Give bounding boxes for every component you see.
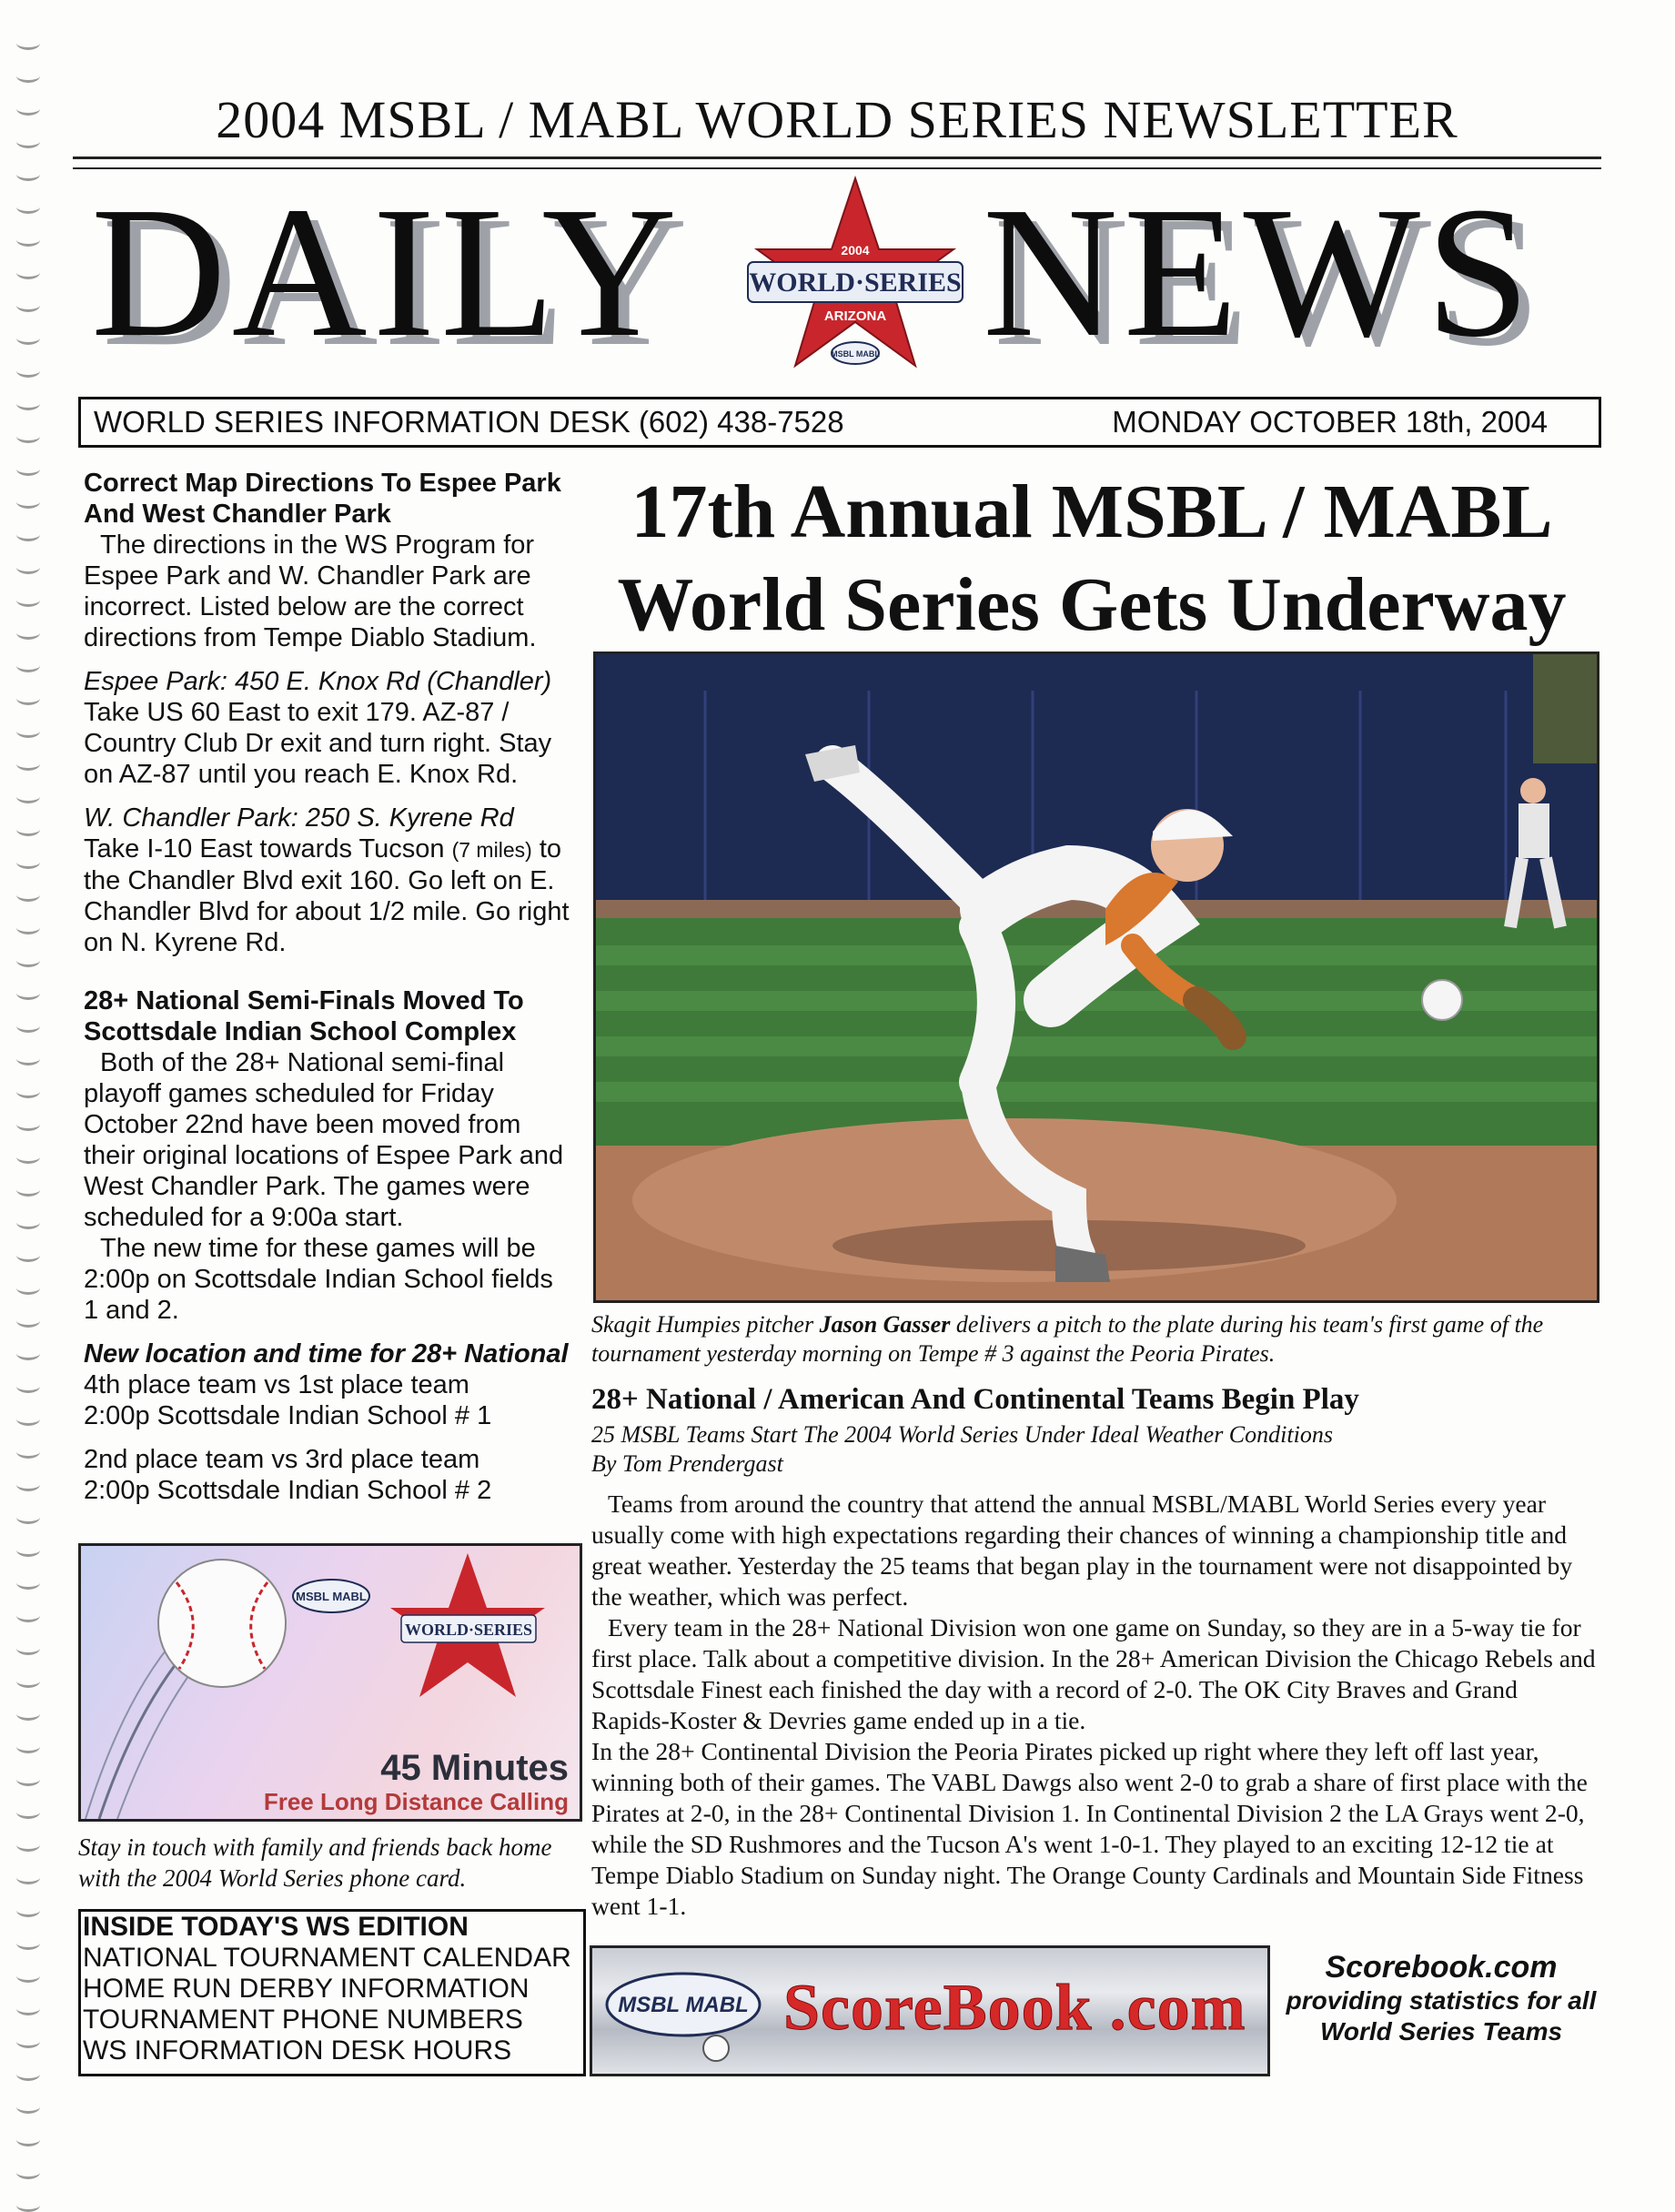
main-headline [582,466,1601,651]
headline-line-2: World Series Gets Underway [617,562,1567,647]
article-byline: By Tom Prendergast [591,1450,783,1477]
info-desk-phone: WORLD SERIES INFORMATION DESK (602) 438-7528 [94,405,844,439]
semifinals-heading: 28+ National Semi-Finals Moved To Scottsdale Indian School Complex [84,986,524,1046]
pitcher-photo [593,651,1599,1303]
semifinals-new-time: The new time for these games will be 2:00p on Scottsdale Indian School fields 1 and 2. [84,1234,553,1325]
espee-park-label: Espee Park: 450 E. Knox Rd (Chandler) [84,667,552,696]
msbl-mabl-logo [592,1948,774,2074]
logo-org: MSBL MABL [831,349,880,359]
left-column [84,468,575,1506]
issue-date: MONDAY OCTOBER 18th, 2004 [1112,405,1548,439]
article-heading: 28+ National / American And Continental Teams Begin Play [591,1383,1359,1416]
espee-park-directions: Take US 60 East to exit 179. AZ-87 / Country Club Dr exit and turn right. Stay on AZ-87 until you reach E. Knox Rd. [84,698,552,789]
header-rule [73,157,1601,159]
spiral-binding [16,36,49,2129]
article-subheading: 25 MSBL Teams Start The 2004 World Series Under Ideal Weather Conditions [591,1421,1333,1448]
masthead-news: NEWS [983,167,1536,376]
article-paragraph: In the 28+ Continental Division the Peoria Pirates picked up right where they left off last year, winning both of their games. The VABL Dawgs also went 2-0 to grab a share of first place with the Pirates at 2-0, in the 28+ Continental Division 1. In Continental Division 2 the LA Grays went 2-0, while the SD Rushmores and the Tucson A's went 1-0-1. They played to an exciting 12-12 tie at Tempe Diablo Stadium on Sunday night. The Orange County Cardinals and Mountain Side Fitness went 1-1. [591,1737,1588,1920]
article-subheading-block [591,1420,1601,1479]
map-directions-heading: Correct Map Directions To Espee Park And West Chandler Park [84,469,561,529]
pitcher-name: Jason Gasser [819,1311,951,1338]
article-paragraph: Teams from around the country that attend the annual MSBL/MABL World Series every year usually come with high expectations regarding their chances of winning a championship title and great weather. Yesterday the 25 teams that began play in the tournament were not disappointed by the weather, which was perfect. [591,1490,1573,1611]
logo-year: 2004 [841,243,870,258]
headline-line-1: 17th Annual MSBL / MABL [631,470,1553,554]
scorebook-banner-text: ScoreBook .com [783,1971,1246,2044]
inside-item: NATIONAL TOURNAMENT CALENDAR [83,1943,571,1973]
new-location-label: New location and time for 28+ National [84,1339,569,1369]
masthead-daily: DAILY [91,167,683,376]
newsletter-title: 2004 MSBL / MABL WORLD SERIES NEWSLETTER [216,90,1458,149]
pitcher-photo-illustration [596,654,1597,1300]
phone-card-org: MSBL MABL [296,1590,367,1603]
semifinals-paragraph: Both of the 28+ National semi-final playoff games scheduled for Friday October 22nd have been moved from their original locations of Espee Park and West Chandler Park. The games were scheduled for a 9:00a start. [84,1048,564,1232]
photo-caption: Skagit Humpies pitcher Jason Gasser delivers a pitch to the plate during his team's first game of the tournament yesterday morning on Tempe # 3 against the Peoria Pirates. [591,1311,1544,1367]
inside-today-box [78,1909,586,2076]
scorebook-banner[interactable] [590,1945,1270,2076]
scorebook-promo [1277,1949,1605,2047]
scorebook-site[interactable]: Scorebook.com [1325,1950,1558,1985]
map-directions-intro: The directions in the WS Program for Espee Park and W. Chandler Park are incorrect. Listed below are the correct directions from Tempe Diablo Stadium. [84,530,537,652]
chandler-park-label: W. Chandler Park: 250 S. Kyrene Rd [84,803,514,833]
inside-item: HOME RUN DERBY INFORMATION [83,1974,530,2004]
info-bar [78,397,1601,448]
game2-time: 2:00p Scottsdale Indian School # 2 [84,1476,492,1505]
logo-arizona: ARIZONA [823,308,887,324]
scorebook-org: MSBL MABL [618,1993,749,2017]
article-paragraph: Every team in the 28+ National Division won one game on Sunday, so they are in a 5-way tie for first place. Talk about a competitive division. In the 28+ American Division the Chicago Rebels and Scottsdale Finest each finished the day with a record of 2-0. The OK City Braves and Grand Rapids-Koster & Devries game ended up in a tie. [591,1613,1596,1734]
scorebook-tagline: providing statistics for all World Series Teams [1286,1986,1597,2045]
phone-card-caption: Stay in touch with family and friends back home with the 2004 World Series phone card. [78,1833,552,1892]
phone-card-minutes: 45 Minutes [380,1748,569,1788]
article-body [591,1489,1601,1922]
inside-item: WS INFORMATION DESK HOURS [83,2035,512,2066]
game1-time: 2:00p Scottsdale Indian School # 1 [84,1401,492,1430]
game1-teams: 4th place team vs 1st place team [84,1370,469,1399]
phone-card-logo: WORLD·SERIES [404,1621,533,1639]
logo-world-series: WORLD·SERIES [749,268,962,298]
chandler-park-directions: Take I-10 East towards Tucson (7 miles) to the Chandler Blvd exit 160. Go left on E. Chandler Blvd for about 1/2 mile. Go right on N. Kyrene Rd. [84,834,570,957]
world-series-logo [728,175,983,393]
inside-item: TOURNAMENT PHONE NUMBERS [83,2005,523,2035]
phone-card-offer: Free Long Distance Calling [263,1788,569,1815]
game2-teams: 2nd place team vs 3rd place team [84,1445,480,1474]
inside-heading: INSIDE TODAY'S WS EDITION [83,1912,469,1942]
phone-card-ad [78,1543,582,1822]
